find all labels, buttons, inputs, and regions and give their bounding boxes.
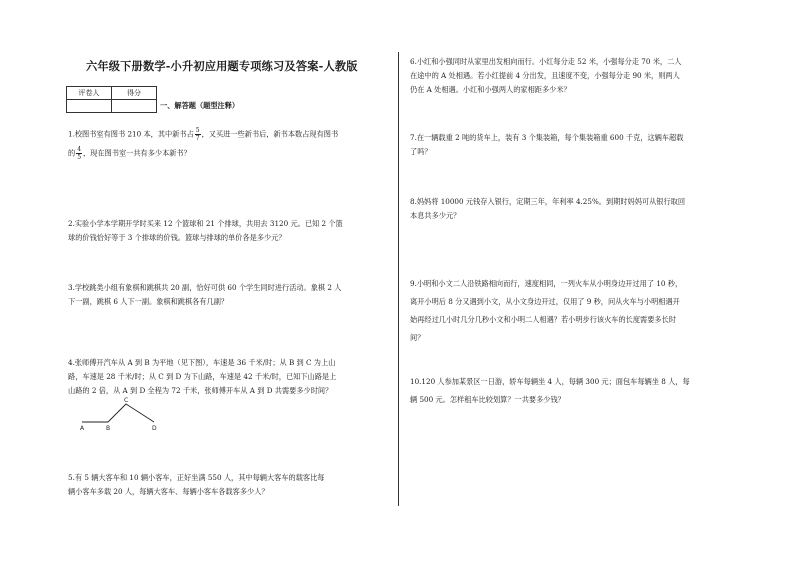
q5-line-2: 辆小客车多载 20 人，每辆大客车、每辆小客车各载客多少人？	[68, 487, 269, 496]
question-1	[68, 127, 398, 161]
score-header: 得分	[112, 87, 157, 100]
question-7	[410, 131, 782, 159]
question-9	[410, 275, 782, 347]
q1-frac2-den: 5	[77, 154, 82, 161]
q6-line-1: 6.小红和小强同时从家里出发相向而行。小红每分走 52 米，小强每分走 70 米，二人	[410, 57, 682, 66]
q1-fraction-2	[76, 146, 82, 161]
question-10	[410, 373, 782, 409]
page-title: 六年级下册数学-小升初应用题专项练习及答案-人教版	[86, 59, 358, 73]
route-label-d: D	[152, 425, 157, 432]
column-divider	[398, 52, 399, 506]
question-3	[68, 281, 398, 309]
q3-line-2: 下一副，跳棋 6 人下一副。象棋和跳棋各有几副？	[68, 297, 229, 306]
route-label-a: A	[80, 425, 85, 432]
q10-line-2: 辆 500 元。怎样租车比较划算？一共要多少钱？	[410, 395, 565, 404]
score-cell	[112, 100, 157, 113]
route-label-c: C	[124, 397, 129, 404]
q6-line-2: 在途中的 A 处相遇。若小红提前 4 分出发，且速度不变，小强每分走 90 米，则两人	[410, 71, 680, 80]
q1-fraction-1	[195, 127, 201, 142]
q4-line-1: 4.张师傅开汽车从 A 到 B 为平地（见下图），车速是 36 千米/时；从 B 到 C 为上山	[68, 358, 336, 367]
q1-frac2-num: 4	[77, 146, 82, 153]
score-table	[66, 86, 157, 113]
q1-text-c: 的	[68, 148, 76, 158]
route-diagram	[78, 396, 168, 432]
q6-line-3: 仍在 A 处相遇。小红和小强两人的家相距多少米？	[410, 85, 571, 94]
q1-frac1-den: 7	[195, 135, 200, 142]
q7-line-1: 7.在一辆载重 2 吨的货车上，装有 3 个集装箱，每个集装箱重 600 千克，这辆车超载	[410, 133, 684, 142]
question-5	[68, 471, 398, 499]
q1-text-a: 1.校图书室有图书 210 本，其中新书占	[68, 129, 194, 139]
reviewer-cell	[67, 100, 112, 113]
question-8	[410, 195, 782, 223]
q10-line-1: 10.120 人参加某景区一日游，轿车每辆坐 4 人，每辆 300 元；面包车每辆坐 8 人，每	[410, 377, 690, 386]
q1-text-b: ，又买进一些新书后，新书本数占现有图书	[201, 129, 339, 139]
q2-line-1: 2.实验小学本学期开学时买来 12 个篮球和 21 个排球，共用去 3120 元。已知 2 个篮	[68, 219, 343, 228]
q9-line-4: 间？	[410, 333, 425, 342]
q1-frac1-num: 5	[195, 127, 200, 134]
q9-line-1: 9.小明和小文二人沿铁路相向而行，速度相同，一列火车从小明身边开过用了 10 秒，	[410, 279, 683, 288]
q2-line-2: 球的价钱恰好等于 3 个排球的价钱。篮球与排球的单价各是多少元？	[68, 233, 286, 242]
q8-line-2: 本息共多少元？	[410, 211, 461, 220]
q9-line-3: 始再经过几小时几分几秒小文和小明二人相遇？若小明步行该火车的长度需要多长时	[410, 315, 676, 324]
section-heading: 一、解答题（题型注释）	[160, 101, 240, 110]
q1-text-d: ，现在图书室一共有多少本新书？	[83, 148, 191, 158]
q3-line-1: 3.学校跳类小组有象棋和跳棋共 20 副，恰好可供 60 个学生同时进行活动。象棋 2 人	[68, 283, 342, 292]
reviewer-header: 评卷人	[67, 87, 112, 100]
question-4	[68, 356, 398, 398]
question-6	[410, 55, 782, 97]
route-label-b: B	[106, 425, 111, 432]
q5-line-1: 5.有 5 辆大客车和 10 辆小客车，正好坐满 550 人，其中每辆大客车的载客比每	[68, 473, 325, 482]
q9-line-2: 离开小明后 8 分又遇到小文，从小文身边开过，仅用了 9 秒，问从火车与小明相遇开	[410, 297, 680, 306]
q8-line-1: 8.妈妈将 10000 元钱存入银行，定期三年，年利率 4.25%。到期时妈妈可从银行取回	[410, 197, 686, 206]
route-path	[82, 404, 154, 422]
question-2	[68, 217, 398, 245]
q7-line-2: 了吗？	[410, 147, 432, 156]
q4-line-2: 路，车速是 28 千米/时；从 C 到 D 为下山路，车速是 42 千米/时，已知下山路是上	[68, 372, 337, 381]
q4-line-3: 山路的 2 倍，从 A 到 D 全程为 72 千米，张师傅开车从 A 到 D 共需要多少时间？	[68, 386, 333, 395]
